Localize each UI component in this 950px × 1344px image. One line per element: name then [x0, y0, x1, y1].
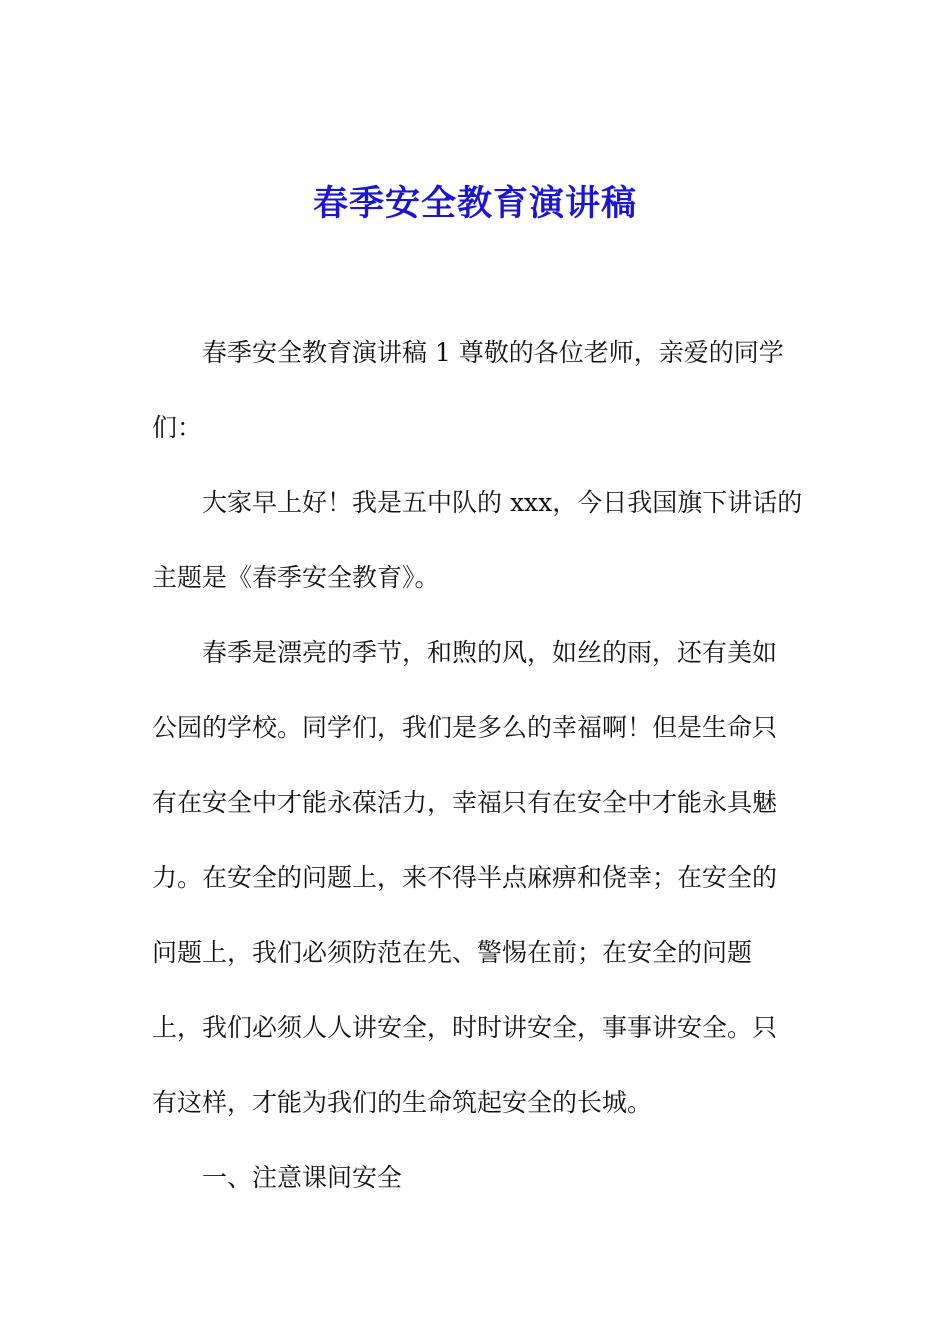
paragraph-line: 问题上，我们必须防范在先、警惕在前；在安全的问题: [152, 938, 753, 967]
section-heading: 一、注意课间安全: [202, 1163, 403, 1192]
paragraph-line: 有在安全中才能永葆活力，幸福只有在安全中才能永具魅: [152, 788, 778, 817]
paragraph-line: 上，我们必须人人讲安全，时时讲安全，事事讲安全。只: [152, 1013, 778, 1042]
paragraph-line: 力。在安全的问题上，来不得半点麻痹和侥幸；在安全的: [152, 863, 778, 892]
paragraph-line: 大家早上好！我是五中队的 xxx，今日我国旗下讲话的: [202, 488, 803, 517]
paragraph-line: 春季是漂亮的季节，和煦的风，如丝的雨，还有美如: [202, 638, 778, 667]
paragraph-line: 们：: [152, 413, 203, 442]
paragraph-line: 主题是《春季安全教育》。: [152, 563, 440, 592]
paragraph-line: 春季安全教育演讲稿 1 尊敬的各位老师，亲爱的同学: [202, 338, 784, 367]
paragraph-line: 有这样，才能为我们的生命筑起安全的长城。: [152, 1088, 653, 1117]
document-title: 春季安全教育演讲稿: [312, 183, 637, 224]
paragraph-line: 公园的学校。同学们，我们是多么的幸福啊！但是生命只: [152, 713, 778, 742]
